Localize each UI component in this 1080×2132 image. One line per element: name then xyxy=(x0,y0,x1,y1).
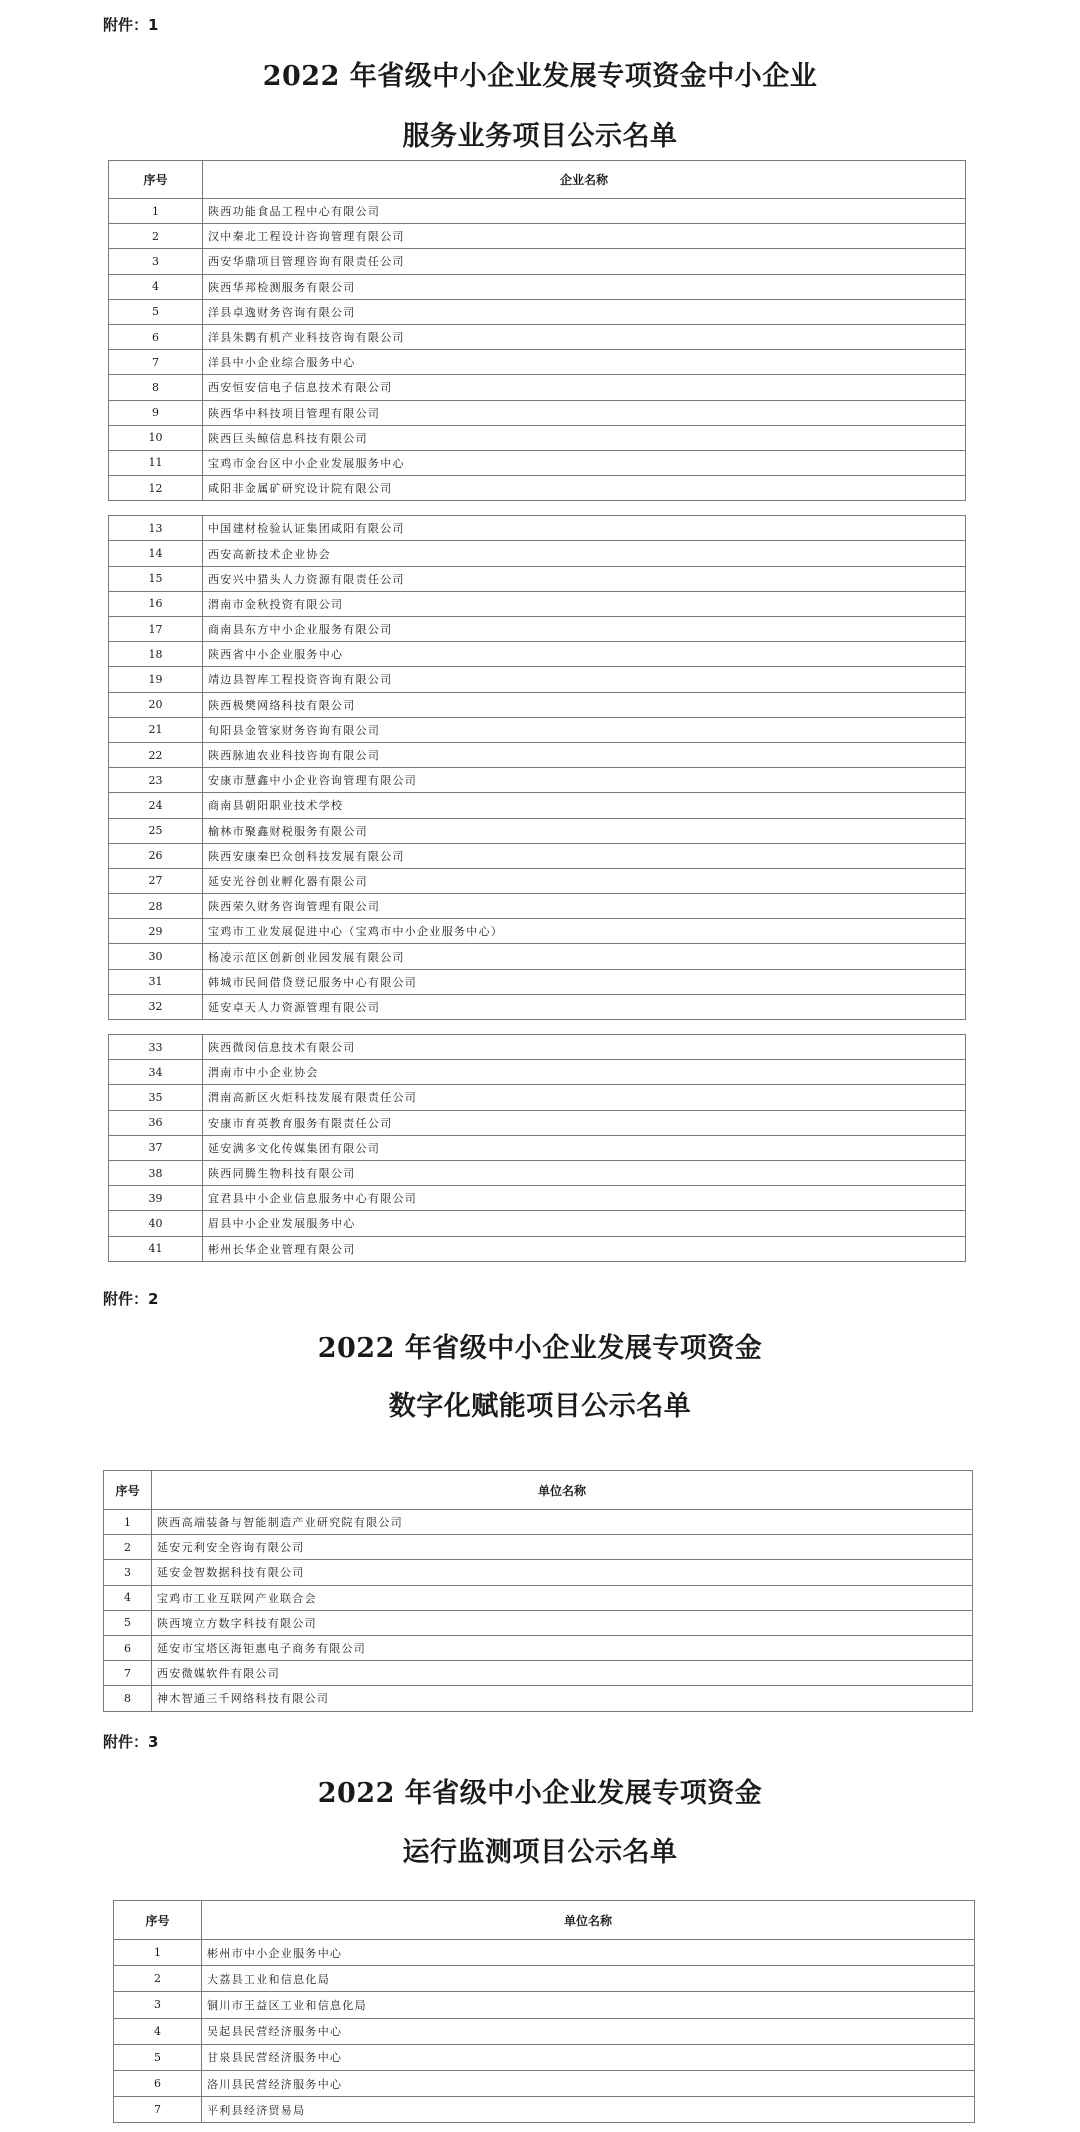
row-name: 延安元利安全咨询有限公司 xyxy=(152,1535,973,1560)
header-name: 单位名称 xyxy=(152,1471,973,1510)
table-row xyxy=(114,1940,975,1966)
table-row xyxy=(104,1535,973,1560)
row-serial: 2 xyxy=(114,1966,202,1992)
table-row xyxy=(109,541,966,566)
row-name: 陕西高端装备与智能制造产业研究院有限公司 xyxy=(152,1510,973,1535)
row-serial: 26 xyxy=(109,843,203,868)
row-name: 渭南市金秋投资有限公司 xyxy=(203,591,966,616)
row-serial: 40 xyxy=(109,1211,203,1236)
row-name: 洛川县民营经济服务中心 xyxy=(202,2070,975,2096)
table-row xyxy=(109,476,966,501)
row-serial: 27 xyxy=(109,868,203,893)
table-row xyxy=(109,1211,966,1236)
row-serial: 33 xyxy=(109,1035,203,1060)
doc2-title-line1: 2022 年省级中小企业发展专项资金 xyxy=(317,1333,763,1364)
row-serial: 19 xyxy=(109,667,203,692)
row-name: 延安满多文化传媒集团有限公司 xyxy=(203,1135,966,1160)
row-serial: 31 xyxy=(109,969,203,994)
row-name: 神木智通三千网络科技有限公司 xyxy=(152,1686,973,1711)
row-serial: 5 xyxy=(109,299,203,324)
table-row xyxy=(109,843,966,868)
page-gap xyxy=(109,501,966,516)
table-row xyxy=(114,2018,975,2044)
doc2-title-line2: 数字化赋能项目公示名单 xyxy=(388,1391,692,1422)
table-row xyxy=(109,642,966,667)
row-serial: 5 xyxy=(114,2044,202,2070)
header-serial: 序号 xyxy=(104,1471,152,1510)
row-name: 渭南市中小企业协会 xyxy=(203,1060,966,1085)
row-name: 延安卓天人力资源管理有限公司 xyxy=(203,994,966,1019)
table-row xyxy=(114,1966,975,1992)
doc1-title-line1: 2022 年省级中小企业发展专项资金中小企业 xyxy=(262,61,818,92)
row-serial: 6 xyxy=(104,1635,152,1660)
row-serial: 17 xyxy=(109,617,203,642)
row-serial: 4 xyxy=(109,274,203,299)
table-row xyxy=(104,1686,973,1711)
row-serial: 4 xyxy=(104,1585,152,1610)
row-serial: 18 xyxy=(109,642,203,667)
page-gap xyxy=(109,1020,966,1035)
row-serial: 29 xyxy=(109,919,203,944)
table-row xyxy=(109,425,966,450)
table-row xyxy=(109,717,966,742)
row-name: 甘泉县民营经济服务中心 xyxy=(202,2044,975,2070)
row-name: 陕西华邦检测服务有限公司 xyxy=(203,274,966,299)
table-row xyxy=(109,1236,966,1261)
table-row xyxy=(104,1661,973,1686)
row-serial: 2 xyxy=(104,1535,152,1560)
table-row xyxy=(114,1992,975,2018)
table-row xyxy=(109,249,966,274)
table-row xyxy=(104,1510,973,1535)
row-name: 眉县中小企业发展服务中心 xyxy=(203,1211,966,1236)
table-row xyxy=(109,591,966,616)
row-name: 安康市育英教育服务有限责任公司 xyxy=(203,1110,966,1135)
row-name: 宝鸡市工业互联网产业联合会 xyxy=(152,1585,973,1610)
table-row xyxy=(109,1060,966,1085)
row-name: 陕西同腾生物科技有限公司 xyxy=(203,1160,966,1185)
table-row xyxy=(109,299,966,324)
row-serial: 10 xyxy=(109,425,203,450)
row-name: 咸阳非金属矿研究设计院有限公司 xyxy=(203,476,966,501)
table-row xyxy=(109,969,966,994)
row-name: 渭南高新区火炬科技发展有限责任公司 xyxy=(203,1085,966,1110)
row-serial: 15 xyxy=(109,566,203,591)
table-header-row xyxy=(104,1471,973,1510)
table-row xyxy=(109,400,966,425)
row-serial: 20 xyxy=(109,692,203,717)
row-name: 韩城市民间借贷登记服务中心有限公司 xyxy=(203,969,966,994)
table-row xyxy=(109,450,966,475)
row-serial: 9 xyxy=(109,400,203,425)
row-serial: 13 xyxy=(109,516,203,541)
row-name: 陕西极樊网络科技有限公司 xyxy=(203,692,966,717)
row-serial: 25 xyxy=(109,818,203,843)
row-name: 宝鸡市金台区中小企业发展服务中心 xyxy=(203,450,966,475)
table-header-row xyxy=(109,161,966,199)
header-serial: 序号 xyxy=(109,161,203,199)
row-serial: 8 xyxy=(104,1686,152,1711)
row-serial: 5 xyxy=(104,1610,152,1635)
row-serial: 1 xyxy=(114,1940,202,1966)
row-name: 西安兴中猎头人力资源有限责任公司 xyxy=(203,566,966,591)
row-name: 延安金智数据科技有限公司 xyxy=(152,1560,973,1585)
row-name: 陕西荣久财务咨询管理有限公司 xyxy=(203,894,966,919)
row-serial: 8 xyxy=(109,375,203,400)
header-name: 单位名称 xyxy=(202,1901,975,1940)
row-name: 杨凌示范区创新创业园发展有限公司 xyxy=(203,944,966,969)
row-name: 陕西境立方数字科技有限公司 xyxy=(152,1610,973,1635)
header-name: 企业名称 xyxy=(203,161,966,199)
doc3-title-line1: 2022 年省级中小企业发展专项资金 xyxy=(317,1778,763,1809)
row-name: 陕西安康秦巴众创科技发展有限公司 xyxy=(203,843,966,868)
table-row xyxy=(109,1035,966,1060)
row-serial: 30 xyxy=(109,944,203,969)
row-serial: 7 xyxy=(109,350,203,375)
row-name: 延安光谷创业孵化器有限公司 xyxy=(203,868,966,893)
row-serial: 6 xyxy=(114,2070,202,2096)
row-name: 吴起县民营经济服务中心 xyxy=(202,2018,975,2044)
row-name: 陕西华中科技项目管理有限公司 xyxy=(203,400,966,425)
row-name: 榆林市聚鑫财税服务有限公司 xyxy=(203,818,966,843)
table-row xyxy=(109,1160,966,1185)
row-serial: 36 xyxy=(109,1110,203,1135)
table-row xyxy=(114,2070,975,2096)
table-row xyxy=(109,1110,966,1135)
table-row xyxy=(109,919,966,944)
table-row xyxy=(109,742,966,767)
row-name: 洋县中小企业综合服务中心 xyxy=(203,350,966,375)
table-row xyxy=(109,667,966,692)
row-name: 延安市宝塔区海钜惠电子商务有限公司 xyxy=(152,1635,973,1660)
table-row xyxy=(114,2097,975,2123)
row-serial: 3 xyxy=(114,1992,202,2018)
row-serial: 2 xyxy=(109,224,203,249)
row-serial: 32 xyxy=(109,994,203,1019)
row-serial: 35 xyxy=(109,1085,203,1110)
table-row xyxy=(104,1560,973,1585)
row-serial: 12 xyxy=(109,476,203,501)
row-name: 西安恒安信电子信息技术有限公司 xyxy=(203,375,966,400)
row-serial: 21 xyxy=(109,717,203,742)
table-row xyxy=(109,818,966,843)
row-name: 洋县朱鹮有机产业科技咨询有限公司 xyxy=(203,324,966,349)
doc1-table xyxy=(108,160,966,1262)
row-serial: 22 xyxy=(109,742,203,767)
doc2-table xyxy=(103,1470,973,1712)
row-name: 西安微媒软件有限公司 xyxy=(152,1661,973,1686)
row-name: 陕西功能食品工程中心有限公司 xyxy=(203,199,966,224)
row-name: 大荔县工业和信息化局 xyxy=(202,1966,975,1992)
row-serial: 41 xyxy=(109,1236,203,1261)
row-serial: 7 xyxy=(114,2097,202,2123)
table-row xyxy=(109,1186,966,1211)
row-name: 旬阳县金管家财务咨询有限公司 xyxy=(203,717,966,742)
row-serial: 11 xyxy=(109,450,203,475)
table-row xyxy=(109,1135,966,1160)
row-name: 西安华鼎项目管理咨询有限责任公司 xyxy=(203,249,966,274)
row-name: 商南县朝阳职业技术学校 xyxy=(203,793,966,818)
table-row xyxy=(109,324,966,349)
doc1-title-line2: 服务业务项目公示名单 xyxy=(402,121,678,152)
table-row xyxy=(114,2044,975,2070)
row-name: 安康市慧鑫中小企业咨询管理有限公司 xyxy=(203,768,966,793)
table-row xyxy=(109,375,966,400)
row-serial: 16 xyxy=(109,591,203,616)
row-serial: 3 xyxy=(104,1560,152,1585)
table-row xyxy=(109,894,966,919)
attachment-label-2: 附件：2 xyxy=(103,1290,159,1308)
row-serial: 6 xyxy=(109,324,203,349)
row-serial: 23 xyxy=(109,768,203,793)
table-row xyxy=(109,350,966,375)
table-row xyxy=(109,516,966,541)
row-name: 商南县东方中小企业服务有限公司 xyxy=(203,617,966,642)
table-row xyxy=(109,793,966,818)
row-serial: 1 xyxy=(109,199,203,224)
table-row xyxy=(109,566,966,591)
row-serial: 38 xyxy=(109,1160,203,1185)
row-serial: 34 xyxy=(109,1060,203,1085)
row-name: 陕西脉迪农业科技咨询有限公司 xyxy=(203,742,966,767)
table-row xyxy=(109,768,966,793)
table-row xyxy=(109,692,966,717)
row-serial: 3 xyxy=(109,249,203,274)
table-row xyxy=(109,199,966,224)
row-serial: 14 xyxy=(109,541,203,566)
table-row xyxy=(109,274,966,299)
table-header-row xyxy=(114,1901,975,1940)
row-serial: 4 xyxy=(114,2018,202,2044)
table-row xyxy=(109,617,966,642)
row-name: 陕西微闵信息技术有限公司 xyxy=(203,1035,966,1060)
table-row xyxy=(104,1610,973,1635)
row-name: 靖边县智库工程投资咨询有限公司 xyxy=(203,667,966,692)
table-row xyxy=(104,1635,973,1660)
row-name: 西安高新技术企业协会 xyxy=(203,541,966,566)
row-serial: 28 xyxy=(109,894,203,919)
row-serial: 39 xyxy=(109,1186,203,1211)
row-name: 平利县经济贸易局 xyxy=(202,2097,975,2123)
row-serial: 7 xyxy=(104,1661,152,1686)
row-name: 洋县卓逸财务咨询有限公司 xyxy=(203,299,966,324)
row-name: 陕西巨头鲸信息科技有限公司 xyxy=(203,425,966,450)
table-row xyxy=(109,224,966,249)
table-row xyxy=(109,944,966,969)
row-name: 彬州市中小企业服务中心 xyxy=(202,1940,975,1966)
row-name: 宝鸡市工业发展促进中心（宝鸡市中小企业服务中心） xyxy=(203,919,966,944)
row-name: 汉中秦北工程设计咨询管理有限公司 xyxy=(203,224,966,249)
row-serial: 24 xyxy=(109,793,203,818)
doc3-table xyxy=(113,1900,975,2123)
row-serial: 37 xyxy=(109,1135,203,1160)
row-name: 中国建材检验认证集团咸阳有限公司 xyxy=(203,516,966,541)
table-row xyxy=(109,1085,966,1110)
row-name: 宜君县中小企业信息服务中心有限公司 xyxy=(203,1186,966,1211)
row-name: 彬州长华企业管理有限公司 xyxy=(203,1236,966,1261)
header-serial: 序号 xyxy=(114,1901,202,1940)
attachment-label-3: 附件：3 xyxy=(103,1733,159,1751)
table-row xyxy=(109,994,966,1019)
table-row xyxy=(109,868,966,893)
table-row xyxy=(104,1585,973,1610)
attachment-label-1: 附件：1 xyxy=(103,16,159,34)
row-name: 陕西省中小企业服务中心 xyxy=(203,642,966,667)
doc3-title-line2: 运行监测项目公示名单 xyxy=(402,1837,678,1868)
row-serial: 1 xyxy=(104,1510,152,1535)
row-name: 铜川市王益区工业和信息化局 xyxy=(202,1992,975,2018)
